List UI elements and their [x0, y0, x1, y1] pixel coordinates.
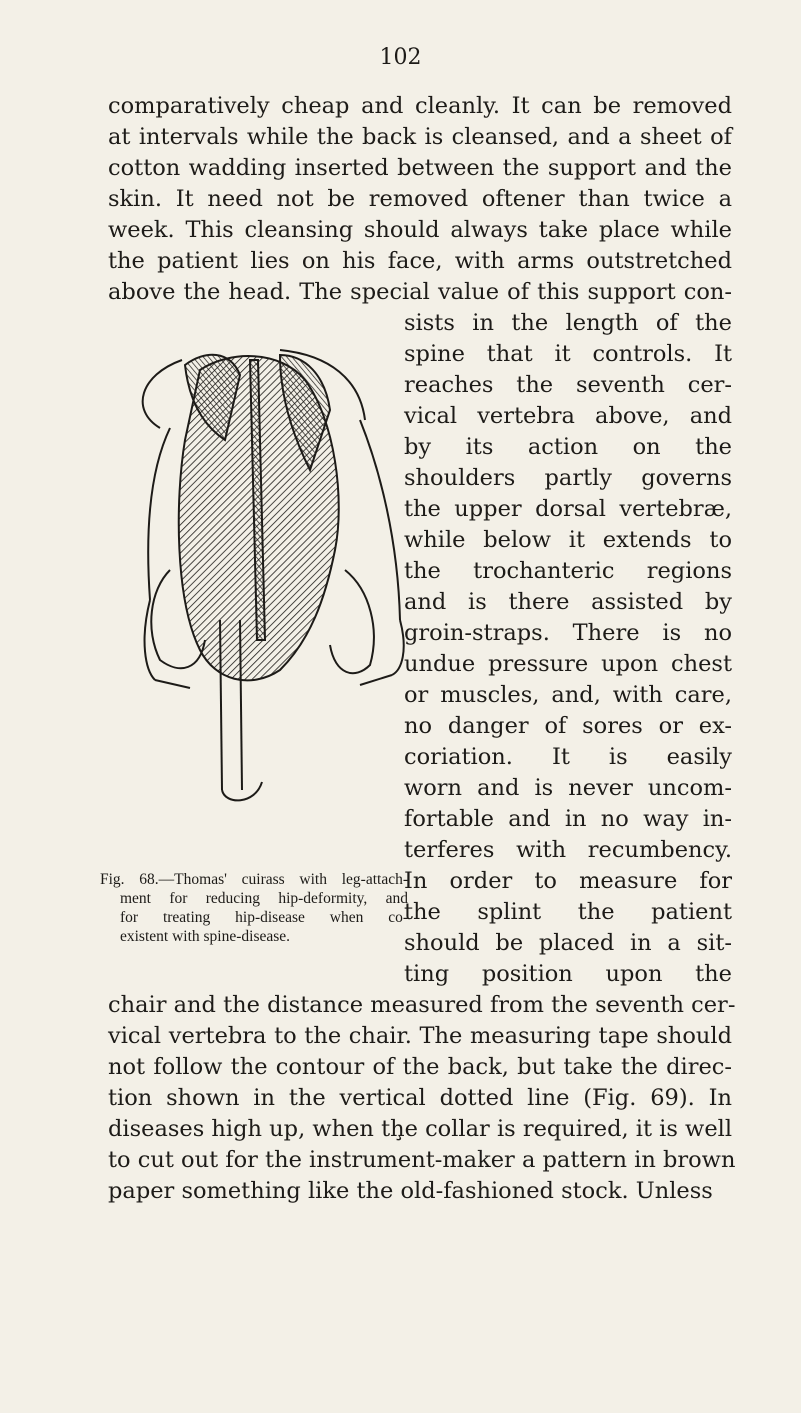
column-line: groin-straps. There is no — [404, 620, 732, 646]
body-line: at intervals while the back is cleansed, and a sheet of — [108, 124, 732, 150]
column-line: the upper dorsal vertebræ, — [404, 496, 732, 522]
column-line: spine that it controls. It — [404, 341, 732, 367]
body-line: chair and the distance measured from the seventh cer- — [108, 992, 736, 1018]
figure-caption: for treating hip-disease when co- — [120, 909, 408, 926]
column-line: worn and is never uncom- — [404, 775, 732, 801]
column-line: should be placed in a sit- — [404, 930, 732, 956]
column-line: coriation. It is easily — [404, 744, 732, 770]
column-line: no danger of sores or ex- — [404, 713, 732, 739]
body-line: tion shown in the vertical dotted line (Fig. 69). In — [108, 1085, 732, 1111]
body-line: not follow the contour of the back, but take the direc- — [108, 1054, 732, 1080]
column-line: the splint the patient — [404, 899, 732, 925]
column-line: while below it extends to — [404, 527, 732, 553]
column-line: fortable and in no way in- — [404, 806, 732, 832]
column-line: In order to measure for — [404, 868, 732, 894]
column-line: vical vertebra above, and — [404, 403, 732, 429]
column-line: reaches the seventh cer- — [404, 372, 732, 398]
body-line: paper something like the old-fashioned stock. Unless — [108, 1178, 713, 1204]
figure-caption: Fig. 68.—Thomas' cuirass with leg-attach- — [100, 871, 408, 888]
body-line: week. This cleansing should always take place while — [108, 217, 732, 243]
cuirass-illustration — [130, 320, 412, 810]
column-line: and is there assisted by — [404, 589, 732, 615]
body-line: above the head. The special value of this support con- — [108, 279, 732, 305]
body-line: comparatively cheap and cleanly. It can be removed — [108, 93, 732, 119]
body-line: vical vertebra to the chair. The measuring tape should — [108, 1023, 732, 1049]
body-line: diseases high up, when tḩe collar is required, it is well — [108, 1116, 733, 1142]
page-number: 102 — [379, 45, 422, 70]
column-line: ting position upon the — [404, 961, 732, 987]
column-line: shoulders partly governs — [404, 465, 732, 491]
column-line: terferes with recumbency. — [404, 837, 732, 863]
body-line: the patient lies on his face, with arms outstretched — [108, 248, 732, 274]
figure-caption: existent with spine-disease. — [120, 928, 291, 945]
column-line: the trochanteric regions — [404, 558, 732, 584]
column-line: sists in the length of the — [404, 310, 732, 336]
body-line: cotton wadding inserted between the support and the — [108, 155, 732, 181]
column-line: by its action on the — [404, 434, 732, 460]
figure-caption: ment for reducing hip-deformity, and — [120, 890, 408, 907]
body-line: skin. It need not be removed oftener than twice a — [108, 186, 732, 212]
column-line: undue pressure upon chest — [404, 651, 732, 677]
body-line: to cut out for the instrument-maker a pattern in brown — [108, 1147, 736, 1173]
column-line: or muscles, and, with care, — [404, 682, 732, 708]
